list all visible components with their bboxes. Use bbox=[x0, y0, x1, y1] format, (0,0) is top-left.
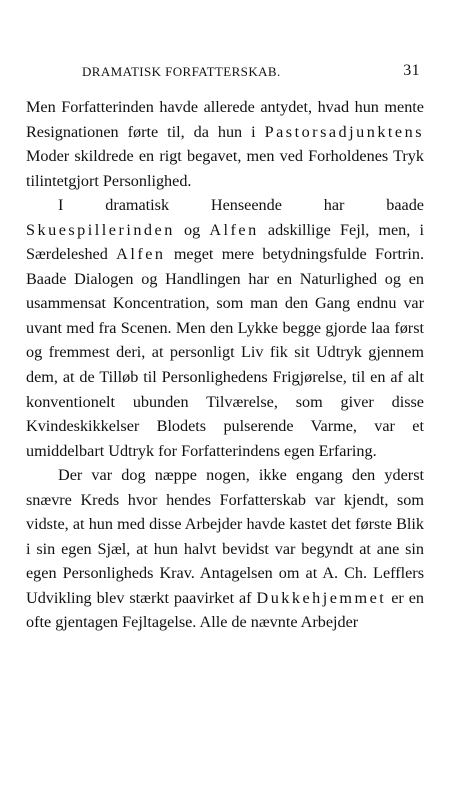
spaced-title-dukkehjemmet: Dukkehjemmet bbox=[256, 588, 387, 607]
paragraph-2 bbox=[26, 193, 424, 463]
paragraph-1 bbox=[26, 95, 424, 193]
running-head bbox=[26, 64, 424, 82]
text-run: Moder skildrede en rigt begavet, men ved Forholdenes Tryk tilintetgjort Personlighed. bbox=[26, 147, 424, 190]
running-title: DRAMATISK FORFATTERSKAB. bbox=[82, 64, 281, 79]
text-run: adskillige Fejl, men, i Særdeleshed bbox=[26, 220, 424, 264]
spaced-title-skuespillerinden: Skuespillerinden bbox=[26, 220, 175, 239]
text-run: og bbox=[174, 220, 210, 239]
spaced-title-pastorsadjunktens: Pastorsadjunktens bbox=[264, 122, 424, 141]
book-page bbox=[26, 0, 424, 804]
text-run: meget mere betydningsfulde Fortrin. Baade Dialogen og Handlingen har en Naturlighed og en usammensat Koncentration, som man den Gang endnu var uvant med fra Scenen. Men den Lykke begge gjorde laa først og fremmest deri, at personligt Liv fik sit Udtryk gjennem dem, at de Tilløb til Personlighedens Frigjørelse, til en af alt konventionelt ubunden Tilværelse, som giver disse Kvindeskikkelser Blodets pulserende Varme, var et umiddelbart Udtryk for Forfatterindens egen Erfaring. bbox=[26, 245, 425, 460]
text-run: I dramatisk Henseende har baade bbox=[58, 196, 424, 215]
page-number: 31 bbox=[403, 62, 420, 79]
text-run: Men Forfatterinden havde allerede antydet, hvad hun mente Resignationen førte til, da hun i bbox=[26, 98, 424, 141]
spaced-title-alfen: Alfen bbox=[116, 245, 166, 264]
body-text bbox=[26, 95, 424, 635]
text-run: Der var dog næppe nogen, ikke engang den yderst snævre Kreds hvor hendes Forfatterskab var kjendt, som vidste, at hun med disse Arbejder havde kastet det første Blik i sin egen Sjæl, at hun halvt bevidst var begyndt at ane sin egen Personligheds Krav. Antagelsen om at A. Ch. Lefflers Udvikling blev stærkt paavirket af bbox=[26, 466, 424, 607]
spaced-title-alfen: Alfen bbox=[209, 220, 259, 239]
text-run: er en ofte gjentagen Fejltagelse. Alle de nævnte Arbejder bbox=[26, 588, 424, 632]
paragraph-3 bbox=[26, 463, 424, 635]
